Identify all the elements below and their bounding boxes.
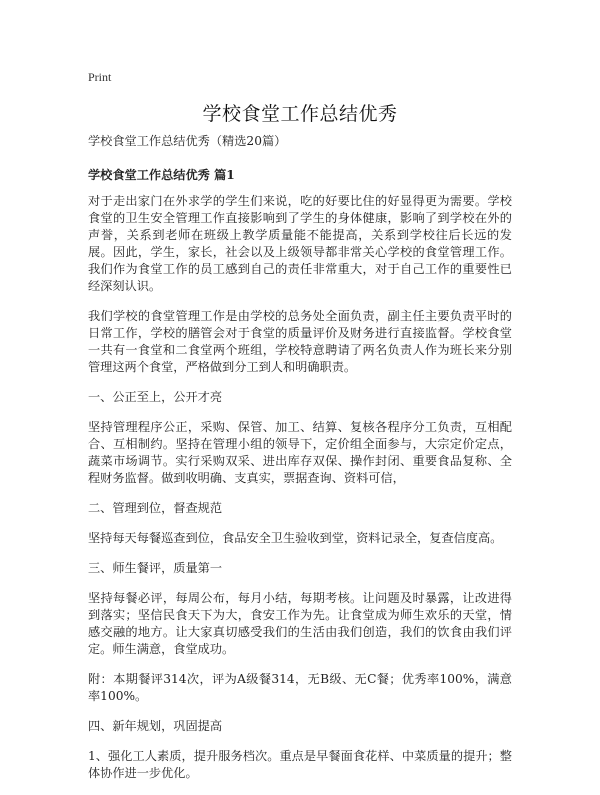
paragraph-4: 坚持每天每餐巡查到位，食品安全卫生验收到堂，资料记录全，复查信度高。	[88, 531, 503, 545]
subheading-1: 一、公正至上，公开才亮	[88, 390, 223, 404]
subheading-2: 二、管理到位，督查规范	[88, 501, 223, 515]
section-heading: 学校食堂工作总结优秀 篇1	[88, 168, 235, 182]
paragraph-7: 1、强化工人素质，提升服务档次。重点是早餐面食花样、中菜质量的提升；整体协作进一步优化。	[88, 749, 512, 780]
subheading-4: 四、新年规划，巩固提高	[88, 719, 223, 733]
print-link[interactable]: Print	[88, 70, 112, 84]
page-title: 学校食堂工作总结优秀	[202, 103, 398, 125]
paragraph-2: 我们学校的食堂管理工作是由学校的总务处全面负责，副主任主要负责平时的日常工作，学校的膳管会对于食堂的质量评价及财务进行直接监督。学校食堂一共有一食堂和二食堂两个班组，学校特意聘请了两名负责人作为班长来分别管理这两个食堂，严格做到分工到人和明确职责。	[88, 309, 512, 374]
subheading-3: 三、师生餐评，质量第一	[88, 561, 223, 575]
paragraph-6: 附：本期餐评314次，评为A级餐314，无B级、无C餐；优秀率100%，满意率100%。	[88, 672, 512, 703]
paragraph-3: 坚持管理程序公正，采购、保管、加工、结算、复核各程序分工负责，互相配合、互相制约。坚持在管理小组的领导下，定价组全面参与，大宗定价定点，蔬菜市场调节。实行采购双采、进出库存双保、操作封闭、重要食品复称、全程财务监督。做到收明确、支真实，票据查询、资料可信，	[88, 420, 512, 485]
paragraph-1: 对于走出家门在外求学的学生们来说，吃的好要比住的好显得更为需要。学校食堂的卫生安全管理工作直接影响到了学生的身体健康，影响了到学校在外的声誉，关系到老师在班级上教学质量能不能提高，关系到学校往后长远的发展。因此，学生，家长，社会以及上级领导都非常关心学校的食堂管理工作。我们作为食堂工作的员工感到自己的责任非常重大，对于自己工作的重要性已经深刻认识。	[88, 194, 512, 293]
article-subtitle: 学校食堂工作总结优秀（精选20篇）	[88, 134, 287, 148]
paragraph-5: 坚持每餐必评，每周公布，每月小结，每期考核。让问题及时暴露，让改进得到落实；坚信民食天下为大，食安工作为先。让食堂成为师生欢乐的天堂，情感交融的地方。让大家真切感受我们的生活由我们创造，我们的饮食由我们评定。师生满意，食堂成功。	[88, 591, 512, 656]
article-body	[88, 133, 512, 795]
